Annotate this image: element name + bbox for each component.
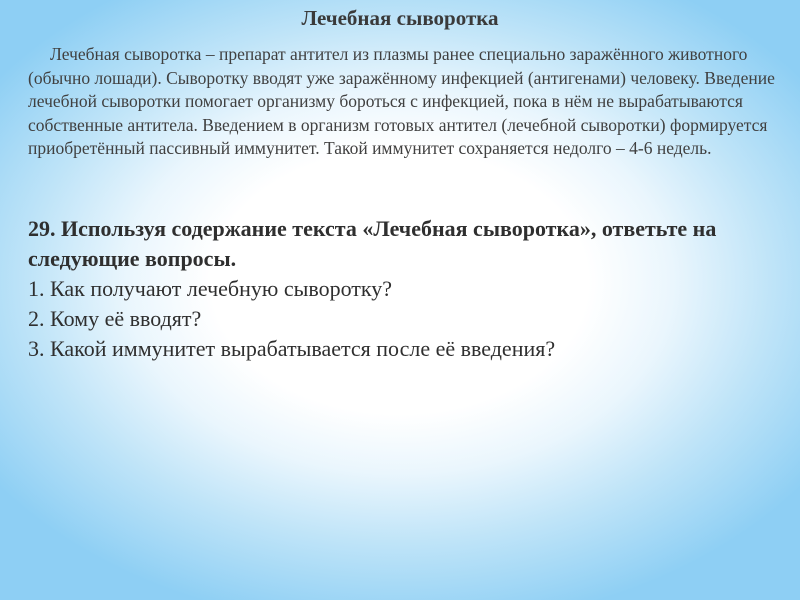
task-block [28, 214, 798, 364]
question-1: 1. Как получают лечебную сыворотку? [28, 276, 393, 301]
text-paragraph: Лечебная сыворотка – препарат антител из плазмы ранее специально заражённого животного (обычно лошади). Сыворотку вводят уже заражённому инфекцией (антигенами) человеку. Введение лечебной сыворотки помогает организму бороться с инфекцией, пока в нём не вырабатываются собственные антитела. Введением в организм готовых антител (лечебной сыворотки) формируется приобретённый пассивный иммунитет. Такой иммунитет сохраняется недолго – 4-6 недель. [28, 44, 775, 158]
slide-title: Лечебная сыворотка [301, 6, 499, 30]
question-2: 2. Кому её вводят? [28, 306, 202, 331]
task-heading: 29. Используя содержание текста «Лечебная сыворотка», ответьте на следующие вопросы. [28, 216, 717, 271]
question-3: 3. Какой иммунитет вырабатывается после её введения? [28, 336, 556, 361]
